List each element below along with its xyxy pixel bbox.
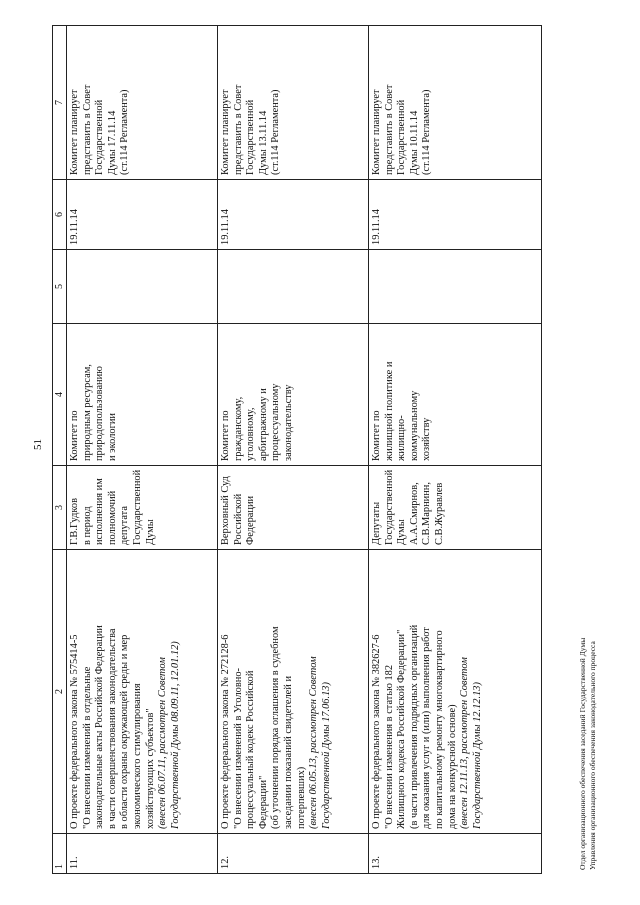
- submission-note-line: Государственной Думы 17.06.13): [320, 682, 332, 829]
- committee-line: гражданскому,: [232, 396, 244, 461]
- author-line: Государственной: [131, 469, 143, 545]
- agenda-table: [52, 25, 542, 874]
- plan-line: Государственной: [245, 99, 257, 175]
- consideration-date: 19.11.14: [218, 180, 369, 250]
- committee-line: процессуальному: [270, 383, 282, 461]
- description-line: Жилищного кодекса Российской Федерации": [396, 629, 408, 829]
- row-number: 12.: [218, 834, 369, 874]
- author-line: Российской: [232, 493, 244, 545]
- author-line: Верховный Суд: [220, 476, 231, 545]
- author-line: Федерации: [245, 495, 257, 545]
- column-header: 1: [53, 834, 67, 874]
- description-line: процессуальный кодекс Российской: [245, 670, 257, 829]
- author-line: С.В.Марнинн,: [421, 482, 433, 545]
- footer-line: Управления организационного обеспечения законодательного процесса: [587, 641, 597, 870]
- author-line: Думы: [396, 519, 408, 545]
- description-line: "О внесении изменения в статью 182: [383, 664, 395, 829]
- plan-line: представить в Совет: [232, 84, 244, 175]
- submission-note-line: Государственной Думы 12.12.13): [471, 682, 483, 829]
- description-line: в области охраны окружающей среды и мер: [119, 634, 131, 829]
- bill-description: [369, 550, 542, 834]
- plan-line: Думы 10.11.14: [408, 110, 420, 175]
- author-line: исполнения им: [94, 478, 106, 545]
- description-line: дома на конкурсной основе): [446, 704, 458, 829]
- author-line: в период: [81, 506, 93, 545]
- description-line: О проекте федерального закона № 382627-6: [371, 634, 382, 829]
- committee-line: жилищной политике и: [383, 361, 395, 461]
- committee-line: природопользованию: [94, 366, 106, 461]
- author-line: Государственной: [383, 469, 395, 545]
- committee-line: законодательству: [282, 384, 294, 461]
- author-line: Депутаты: [371, 501, 382, 545]
- column-header: 3: [53, 466, 67, 550]
- committee-line: Комитет по: [69, 410, 80, 461]
- description-line: для оказания услуг и (или) выполнения работ: [421, 627, 433, 829]
- column-header: 2: [53, 550, 67, 834]
- author-line: Думы: [144, 519, 156, 545]
- plan-line: Думы 13.11.14: [257, 110, 269, 175]
- description-line: (об уточнении порядка оглашения в судебном: [270, 626, 282, 829]
- description-line: экономического стимулирования: [131, 683, 143, 829]
- committee-line: арбитражному и: [257, 388, 269, 461]
- description-line: в части совершенствования законодательства: [106, 628, 118, 829]
- committee-line: Комитет по: [371, 410, 382, 461]
- committee-line: хозяйству: [421, 417, 433, 461]
- description-line: (в части привлечения подрядных организаций: [408, 624, 420, 829]
- author-line: полномочий: [106, 490, 118, 545]
- bill-description: [67, 550, 218, 834]
- committee-line: Комитет по: [220, 410, 231, 461]
- description-line: "О внесении изменений в отдельные: [81, 666, 93, 829]
- plan-line: Комитет планирует: [69, 89, 80, 175]
- column-header: 7: [53, 26, 67, 180]
- column-header: 4: [53, 324, 67, 466]
- plan-line: Комитет планирует: [220, 89, 231, 175]
- author-line: Г.В.Гудков: [69, 497, 80, 545]
- column-5-cell: [67, 250, 218, 324]
- footer-note: [578, 638, 597, 870]
- row-number: 11.: [67, 834, 218, 874]
- submission-note-line: (внесен 06.07.11, рассмотрен Советом: [157, 657, 169, 829]
- column-header: 5: [53, 250, 67, 324]
- description-line: О проекте федерального закона № 575414-5: [69, 634, 80, 829]
- table-row: [67, 26, 218, 874]
- header-row: [53, 26, 67, 874]
- author-line: депутата: [119, 506, 131, 545]
- table-row: [218, 26, 369, 874]
- committee-plan: [218, 26, 369, 180]
- description-line: потерпевших): [295, 766, 307, 829]
- consideration-date: 19.11.14: [369, 180, 542, 250]
- bill-description: [218, 550, 369, 834]
- author-line: А.А.Смирнов,: [408, 482, 420, 545]
- responsible-committee: [67, 324, 218, 466]
- column-header: 6: [53, 180, 67, 250]
- responsible-committee: [369, 324, 542, 466]
- description-line: по капитальному ремонту многоквартирного: [433, 630, 445, 829]
- committee-plan: [67, 26, 218, 180]
- description-line: законодательные акты Российской Федерации: [94, 625, 106, 829]
- submission-note-line: Государственной Думы 08.09.11, 12.01.12): [169, 641, 181, 829]
- plan-line: Государственной: [396, 99, 408, 175]
- responsible-committee: [218, 324, 369, 466]
- rotated-page: [30, 12, 608, 892]
- plan-line: представить в Совет: [81, 84, 93, 175]
- plan-line: (ст.114 Регламента): [270, 89, 282, 175]
- description-line: заседании показаний свидетелей и: [282, 675, 294, 829]
- bill-author: [369, 466, 542, 550]
- plan-line: Комитет планирует: [371, 89, 382, 175]
- committee-line: коммунальному: [408, 390, 420, 461]
- committee-line: и экологии: [106, 413, 118, 461]
- plan-line: (ст.114 Регламента): [119, 89, 131, 175]
- consideration-date: 19.11.14: [67, 180, 218, 250]
- committee-line: жилищно-: [396, 415, 408, 461]
- bill-author: [67, 466, 218, 550]
- table-row: [369, 26, 542, 874]
- committee-plan: [369, 26, 542, 180]
- footer-line: Отдел организационного обеспечения заседаний Государственной Думы: [578, 637, 587, 870]
- bill-author: [218, 466, 369, 550]
- page-number: 51: [32, 439, 44, 450]
- description-line: хозяйствующих субъектов": [144, 708, 156, 829]
- description-line: О проекте федерального закона № 272128-6: [220, 634, 231, 829]
- plan-line: представить в Совет: [383, 84, 395, 175]
- submission-note-line: (внесен 06.05.13, рассмотрен Советом: [308, 656, 320, 829]
- plan-line: Думы 17.11.14: [106, 110, 118, 175]
- column-5-cell: [369, 250, 542, 324]
- row-number: 13.: [369, 834, 542, 874]
- committee-line: природным ресурсам,: [81, 364, 93, 461]
- plan-line: Государственной: [94, 99, 106, 175]
- committee-line: уголовному,: [245, 407, 257, 461]
- submission-note-line: (внесен 12.11.13, рассмотрен Советом: [459, 657, 471, 829]
- plan-line: (ст.114 Регламента): [421, 89, 433, 175]
- author-line: С.В.Журавлев: [433, 482, 445, 545]
- description-line: "О внесении изменений в Уголовно-: [232, 668, 244, 829]
- column-5-cell: [218, 250, 369, 324]
- description-line: Федерации": [257, 775, 269, 829]
